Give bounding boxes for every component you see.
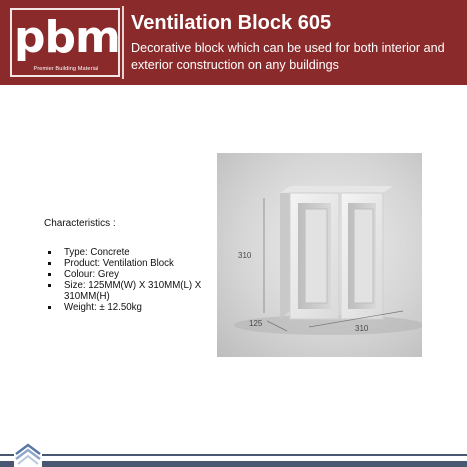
dimension-width-label: 125: [249, 319, 263, 328]
product-photo: [217, 153, 422, 357]
footer-bar: [0, 461, 467, 467]
logo-subtitle: Premier Building Material: [33, 66, 99, 72]
dimension-height-label: 310: [238, 251, 252, 260]
product-title: Ventilation Block 605: [131, 12, 332, 34]
roof-chevron-icon: [14, 440, 42, 467]
list-item: Type: Concrete: [48, 247, 224, 258]
list-item: Weight: ± 12.50kg: [48, 302, 224, 313]
characteristics-heading: Characteristics :: [44, 218, 116, 229]
product-subtitle: Decorative block which can be used for both interior and exterior construction on any buildings: [131, 41, 445, 72]
pbm-logo: [10, 8, 120, 77]
list-item: Product: Ventilation Block: [48, 258, 224, 269]
header-divider: [122, 6, 124, 79]
footer-line: [0, 454, 467, 456]
dimension-length-label: 310: [355, 324, 369, 333]
list-item: Colour: Grey: [48, 269, 224, 280]
characteristics-list: [48, 247, 224, 313]
header-banner: [0, 0, 467, 85]
list-item: Size: 125MM(W) X 310MM(L) X 310MM(H): [48, 280, 224, 302]
logo-text: pbm: [14, 12, 120, 63]
